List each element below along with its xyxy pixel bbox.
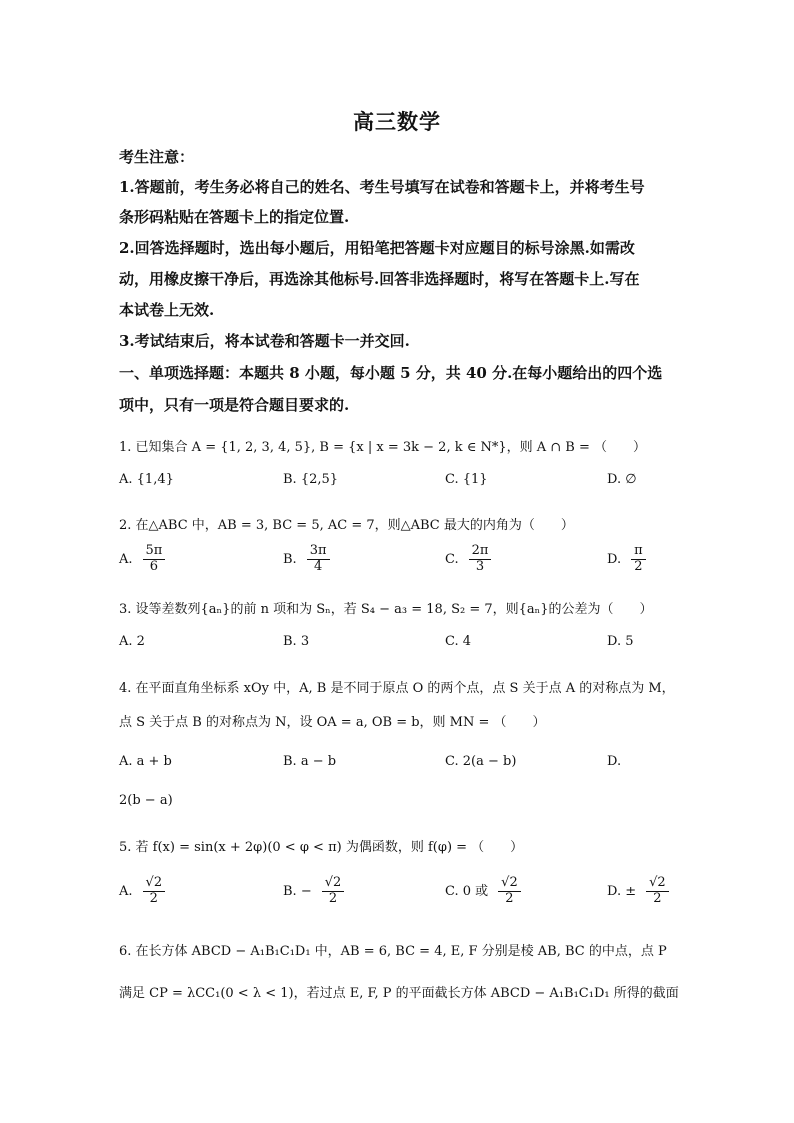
question-2-stem: 2. 在△ABC 中，AB = 3, BC = 5, AC = 7，则△ABC 最大的内角为（ ） <box>119 518 574 533</box>
question-3-option-c: C. 4 <box>445 634 472 649</box>
question-5-option-c <box>445 876 521 907</box>
option-label: A. <box>119 883 133 899</box>
question-1-option-d: D. ∅ <box>607 472 637 487</box>
option-label: D. ± <box>607 883 637 899</box>
fraction-numerator: 5π <box>143 544 166 560</box>
option-label: B. − <box>283 883 312 899</box>
notice-item-1-line-1: 1.答题前，考生务必将自己的姓名、考生号填写在试卷和答题卡上，并将考生号 <box>119 178 645 196</box>
option-label: B. <box>283 551 297 567</box>
section-heading-line-1: 一、单项选择题：本题共 8 小题，每小题 5 分，共 40 分.在每小题给出的四个选 <box>119 364 663 382</box>
question-4-line-1: 4. 在平面直角坐标系 xOy 中，A, B 是不同于原点 O 的两个点，点 S 关于点 A 的对称点为 M， <box>119 681 675 696</box>
fraction-numerator: 2π <box>469 544 492 560</box>
notice-item-2-line-2: 动，用橡皮擦干净后，再选涂其他标号.回答非选择题时，将写在答题卡上.写在 <box>119 270 640 288</box>
question-4-option-a: A. a + b <box>119 754 172 769</box>
fraction-denominator: 2 <box>634 558 643 574</box>
page-title: 高三数学 <box>353 109 441 134</box>
option-label: C. <box>445 551 459 567</box>
question-4-option-d: D. <box>607 754 622 769</box>
question-4-option-b: B. a − b <box>283 754 337 769</box>
notice-item-2-line-3: 本试卷上无效. <box>119 301 215 319</box>
fraction-numerator: √2 <box>143 876 166 892</box>
fraction-numerator: √2 <box>322 876 345 892</box>
fraction-numerator: π <box>631 544 646 560</box>
question-3-option-b: B. 3 <box>283 634 310 649</box>
fraction-denominator: 2 <box>505 890 514 906</box>
option-label: C. 0 或 <box>445 883 489 899</box>
question-3-stem: 3. 设等差数列{aₙ}的前 n 项和为 Sₙ，若 S₄ − a₃ = 18, S₂ = 7，则{aₙ}的公差为（ ） <box>119 602 653 617</box>
question-1-option-b: B. {2,5} <box>283 472 339 487</box>
question-6-line-1: 6. 在长方体 ABCD − A₁B₁C₁D₁ 中，AB = 6, BC = 4, E, F 分别是棱 AB, BC 的中点，点 P <box>119 944 667 959</box>
fraction-numerator: √2 <box>498 876 521 892</box>
option-label: A. <box>119 551 133 567</box>
question-4-option-d-continued: 2(b − a) <box>119 793 173 808</box>
question-2-option-c <box>445 544 491 575</box>
question-4-line-2: 点 S 关于点 B 的对称点为 N，设 OA = a, OB = b，则 MN = （ ） <box>119 715 546 730</box>
notice-heading: 考生注意： <box>119 148 195 166</box>
question-1-stem: 1. 已知集合 A = {1, 2, 3, 4, 5}, B = {x | x = 3k − 2, k ∈ N*}，则 A ∩ B = （ ） <box>119 440 647 455</box>
question-5-option-a <box>119 876 165 907</box>
section-heading-line-2: 项中，只有一项是符合题目要求的. <box>119 396 350 414</box>
option-label: D. <box>607 551 622 567</box>
question-3-option-a: A. 2 <box>119 634 145 649</box>
fraction-numerator: 3π <box>307 544 330 560</box>
notice-item-3: 3.考试结束后，将本试卷和答题卡一并交回. <box>119 332 410 350</box>
question-6-line-2: 满足 CP = λCC₁(0 < λ < 1)，若过点 E, F, P 的平面截长方体 ABCD − A₁B₁C₁D₁ 所得的截面 <box>119 986 679 1001</box>
fraction-denominator: 2 <box>328 890 338 906</box>
question-3-option-d: D. 5 <box>607 634 634 649</box>
notice-item-1-line-2: 条形码粘贴在答题卡上的指定位置. <box>119 208 350 226</box>
fraction-denominator: 2 <box>653 890 662 906</box>
question-5-stem: 5. 若 f(x) = sin(x + 2φ)(0 < φ < π) 为偶函数，则 f(φ) = （ ） <box>119 840 524 855</box>
question-5-option-b <box>283 876 344 907</box>
notice-item-2-line-1: 2.回答选择题时，选出每小题后，用铅笔把答题卡对应题目的标号涂黑.如需改 <box>119 239 635 257</box>
fraction-numerator: √2 <box>646 876 669 892</box>
question-2-option-d <box>607 544 646 575</box>
question-2-option-a <box>119 544 165 575</box>
question-4-option-c: C. 2(a − b) <box>445 754 517 769</box>
fraction-denominator: 4 <box>313 558 323 574</box>
fraction-denominator: 3 <box>475 558 485 574</box>
question-2-option-b <box>283 544 330 575</box>
fraction-denominator: 2 <box>149 890 158 906</box>
fraction-denominator: 6 <box>149 558 159 574</box>
question-5-option-d <box>607 876 669 907</box>
question-1-option-c: C. {1} <box>445 472 488 487</box>
question-1-option-a: A. {1,4} <box>119 472 174 487</box>
